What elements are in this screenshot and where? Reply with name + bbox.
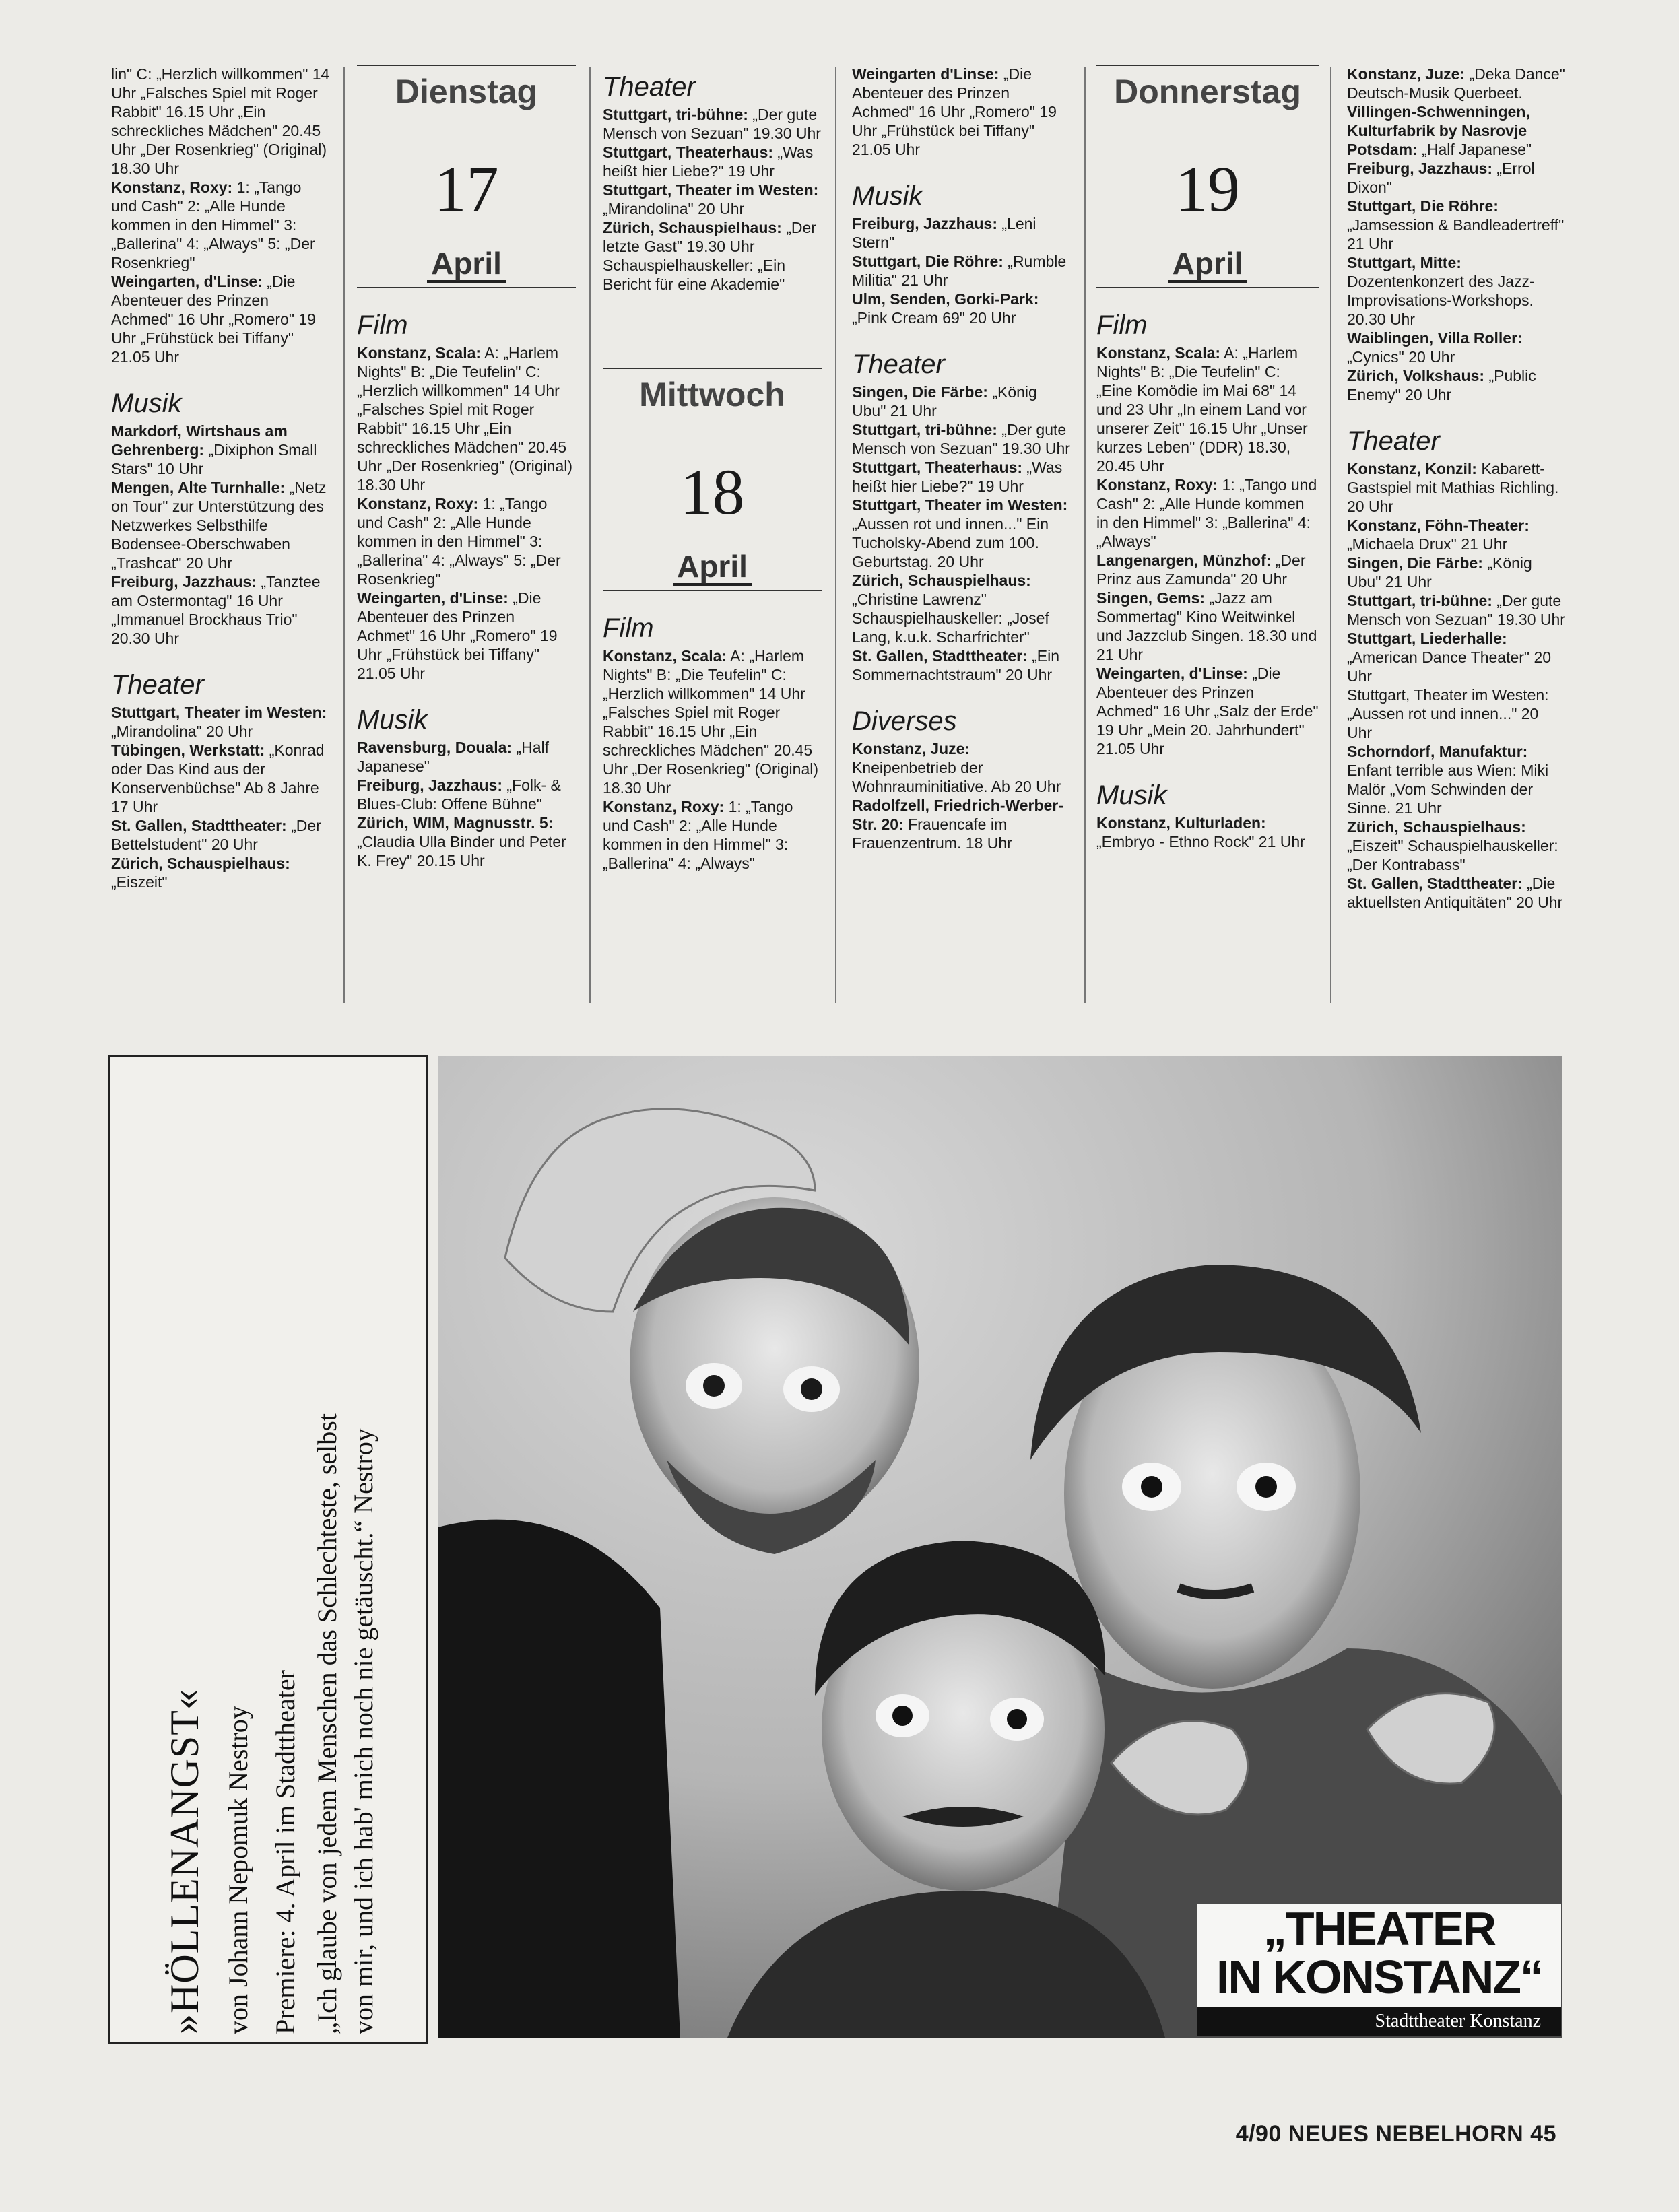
listing-entry	[1096, 475, 1319, 551]
venue-name: Langenargen, Münzhof:	[1096, 551, 1272, 569]
venue-name: Villingen-Schwenningen, Kulturfabrik by Nasrovje	[1347, 103, 1530, 139]
event-details: Enfant terrible aus Wien: Miki Malör „Vom Schwinden der Sinne. 21 Uhr	[1347, 762, 1549, 817]
venue-name: Weingarten d'Linse:	[852, 65, 999, 83]
event-details: „American Dance Theater" 20 Uhr	[1347, 648, 1552, 685]
month-name: April	[427, 246, 506, 283]
listing-entry	[111, 178, 330, 272]
venue-name: Stuttgart, tri-bühne:	[852, 421, 997, 438]
event-details: „Eiszeit"	[111, 873, 168, 891]
event-details: „Der Bettelstudent" 20 Uhr	[111, 817, 321, 853]
listing-entry	[111, 272, 330, 366]
event-details: „Errol Dixon"	[1347, 160, 1535, 196]
venue-name: Konstanz, Scala:	[1096, 344, 1221, 362]
day-header	[357, 65, 576, 288]
venue-name: Stuttgart, tri-bühne:	[603, 106, 748, 123]
page-footer: 4/90 NEUES NEBELHORN 45	[1235, 2121, 1556, 2147]
venue-name: Stuttgart, Mitte:	[1347, 254, 1461, 271]
day-number: 17	[434, 153, 499, 225]
event-details: „Der letzte Gast" 19.30 Uhr Schauspielhauskeller: „Ein Bericht für eine Akademie"	[603, 219, 816, 293]
event-details: A: „Harlem Nights" B: „Die Teufelin" C: „Herzlich willkommen" 14 Uhr „Falsches Spiel mit Roger Rabbit" 16.15 Uhr „Ein schreckliches Mädchen" 20.45 Uhr „Der Rosenkrieg" (Original) 18.30 Uhr	[357, 344, 573, 494]
venue-name: Zürich, Volkshaus:	[1347, 367, 1485, 384]
listing-entry	[111, 703, 330, 741]
month-name: April	[673, 549, 752, 586]
listing-entry	[111, 478, 330, 572]
venue-name: Konstanz, Kulturladen:	[1096, 814, 1266, 832]
theater-in-konstanz-logo	[1197, 1904, 1561, 2036]
event-details: „Die Abenteuer des Prinzen Achmed" 16 Uhr „Romero" 19 Uhr „Frühstück bei Tiffany" 21.05 Uhr	[852, 65, 1057, 158]
event-details: „Michaela Drux" 21 Uhr	[1347, 535, 1508, 553]
listing-entry	[111, 422, 330, 478]
venue-name: Freiburg, Jazzhaus:	[852, 215, 997, 232]
listing-entry	[1347, 874, 1566, 912]
ad-photo-illustration	[438, 1056, 1562, 2038]
listing-entry	[852, 739, 1074, 796]
event-details: „Mirandolina" 20 Uhr	[111, 723, 253, 740]
listing-entry	[111, 816, 330, 854]
venue-name: Zürich, Schauspielhaus:	[111, 854, 290, 872]
venue-name: Zürich, Schauspielhaus:	[852, 572, 1031, 589]
venue-name: Stuttgart, Theater im Westen:	[852, 496, 1068, 514]
venue-name: Stuttgart, Theaterhaus:	[603, 143, 774, 161]
event-details: „Konrad oder Das Kind aus der Konservenbüchse" Ab 8 Jahre 17 Uhr	[111, 741, 325, 815]
event-details: „Was heißt hier Liebe?" 19 Uhr	[852, 459, 1063, 495]
listing-entry	[1347, 554, 1566, 591]
listing-entry	[603, 180, 822, 218]
listing-entry	[1347, 140, 1566, 159]
event-details: „Christine Lawrenz" Schauspielhauskeller: „Josef Lang, k.u.k. Scharfrichter"	[852, 591, 1049, 646]
venue-name: Weingarten, d'Linse:	[111, 273, 263, 290]
listing-entry	[111, 65, 330, 178]
weekday-name: Dienstag	[395, 73, 538, 110]
event-details: „Jazz am Sommertag" Kino Weitwinkel und Jazzclub Singen. 18.30 und 21 Uhr	[1096, 589, 1317, 663]
venue-name: Potsdam:	[1347, 141, 1418, 158]
venue-name: Ravensburg, Douala:	[357, 739, 513, 756]
listing-entry	[852, 458, 1074, 496]
listing-entry	[1347, 685, 1566, 742]
venue-name: St. Gallen, Stadttheater:	[852, 647, 1028, 665]
day-number: 19	[1175, 153, 1240, 225]
section-heading: Musik	[111, 389, 182, 418]
listing-entry	[357, 776, 576, 813]
listing-entry	[852, 65, 1074, 159]
event-details: 1: „Tango und Cash" 2: „Alle Hunde kommen in den Himmel" 3: „Ballerina" 4: „Always" 5: „Der Rosenkrieg"	[111, 178, 315, 271]
venue-name: Zürich, WIM, Magnusstr. 5:	[357, 814, 554, 832]
listing-entry	[1347, 102, 1566, 140]
section-heading: Musik	[852, 181, 923, 211]
event-details: „Rumble Militia" 21 Uhr	[852, 253, 1067, 289]
logo-line-2: IN KONSTANZ“	[1216, 1951, 1543, 2003]
listing-entry	[852, 646, 1074, 684]
venue-name: St. Gallen, Stadttheater:	[1347, 875, 1523, 892]
event-details: A: „Harlem Nights" B: „Die Teufelin" C: „Eine Komödie im Mai 68" 14 und 23 Uhr „In einem Land vor unserer Zeit" 16.15 Uhr „Unser kurzes Leben" (DDR) 18.30, 20.45 Uhr	[1096, 344, 1308, 475]
event-details: „Jamsession & Bandleadertreff" 21 Uhr	[1347, 216, 1565, 253]
venue-name: Konstanz, Scala:	[357, 344, 482, 362]
day-header	[1096, 65, 1319, 288]
venue-name: Konstanz, Juze:	[1347, 65, 1466, 83]
event-details: „König Ubu" 21 Uhr	[1347, 554, 1532, 591]
ad-byline: von Johann Nepomuk Nestroy	[223, 1706, 253, 2034]
venue-name: Weingarten, d'Linse:	[357, 589, 508, 607]
listing-entry	[852, 571, 1074, 646]
event-details: „Der gute Mensch von Sezuan" 19.30 Uhr	[603, 106, 821, 142]
ad-quote-line-2: von mir, und ich hab' mich noch nie getäuscht.“ Nestroy	[348, 1428, 378, 2034]
event-details: lin" C: „Herzlich willkommen" 14 Uhr „Falsches Spiel mit Roger Rabbit" 16.15 Uhr „Ein schreckliches Mädchen" 20.45 Uhr „Der Rosenkrieg" (Original) 18.30 Uhr	[111, 65, 330, 177]
event-details: „Der gute Mensch von Sezuan" 19.30 Uhr	[852, 421, 1070, 457]
event-details: „Netz on Tour" zur Unterstützung des Netzwerkes Selbsthilfe Bodensee-Oberschwaben „Trashcat" 20 Uhr	[111, 479, 327, 572]
listing-entry	[1347, 817, 1566, 874]
day-number: 18	[680, 456, 745, 528]
venue-name: Singen, Die Färbe:	[1347, 554, 1483, 572]
listing-entry	[357, 343, 576, 494]
venue-name: Konstanz, Roxy:	[603, 798, 725, 815]
listing-entry	[1347, 197, 1566, 253]
venue-name: Weingarten, d'Linse:	[1096, 665, 1248, 682]
venue-name: Waiblingen, Villa Roller:	[1347, 329, 1523, 347]
venue-name: Zürich, Schauspielhaus:	[1347, 818, 1526, 836]
venue-name: Schorndorf, Manufaktur:	[1347, 743, 1528, 760]
listing-column-6	[1347, 65, 1566, 912]
event-details: „Deka Dance" Deutsch-Musik Querbeet.	[1347, 65, 1565, 102]
day-header	[603, 368, 822, 591]
listing-entry	[1347, 516, 1566, 554]
listing-entry	[1096, 589, 1319, 664]
venue-name: Freiburg, Jazzhaus:	[1347, 160, 1492, 177]
column-divider	[1330, 67, 1331, 1003]
venue-name: Konstanz, Roxy:	[1096, 476, 1218, 494]
venue-name: St. Gallen, Stadttheater:	[111, 817, 287, 834]
venue-name: Stuttgart, Theater im Westen:	[603, 181, 819, 199]
venue-name: Stuttgart, Liederhalle:	[1347, 630, 1507, 647]
listing-entry	[603, 143, 822, 180]
event-details: Stuttgart, Theater im Westen: „Aussen rot und innen..." 20 Uhr	[1347, 686, 1549, 741]
venue-name: Stuttgart, Theaterhaus:	[852, 459, 1023, 476]
ad-premiere: Premiere: 4. April im Stadttheater	[270, 1670, 300, 2034]
event-details: Kabarett-Gastspiel mit Mathias Richling. 20 Uhr	[1347, 460, 1559, 515]
venue-name: Stuttgart, Die Röhre:	[852, 253, 1003, 270]
listing-entry	[1096, 813, 1319, 851]
venue-name: Tübingen, Werkstatt:	[111, 741, 265, 759]
listing-entry	[1347, 629, 1566, 685]
event-details: „Eiszeit" Schauspielhauskeller: „Der Kontrabass"	[1347, 837, 1558, 873]
venue-name: Konstanz, Konzil:	[1347, 460, 1477, 477]
event-details: „Der gute Mensch von Sezuan" 19.30 Uhr	[1347, 592, 1565, 628]
column-divider	[343, 67, 345, 1003]
listing-entry	[1347, 329, 1566, 366]
event-details: „Claudia Ulla Binder und Peter K. Frey" 20.15 Uhr	[357, 833, 566, 869]
event-details: 1: „Tango und Cash" 2: „Alle Hunde kommen in den Himmel" 3: „Ballerina" 4: „Always"	[1096, 476, 1317, 550]
section-heading: Musik	[1096, 780, 1167, 810]
section-heading: Theater	[852, 349, 945, 379]
column-divider	[1084, 67, 1086, 1003]
event-details: „Ein Sommernachtstraum" 20 Uhr	[852, 647, 1060, 683]
listing-entry	[1096, 664, 1319, 758]
venue-name: Singen, Die Färbe:	[852, 383, 988, 401]
event-details: Kneipenbetrieb der Wohnrauminitiative. Ab 20 Uhr	[852, 759, 1061, 795]
event-details: „Was heißt hier Liebe?" 19 Uhr	[603, 143, 814, 180]
listing-entry	[111, 741, 330, 816]
ad-quote-line-1: „Ich glaube von jedem Menschen das Schlechteste, selbst	[312, 1413, 342, 2034]
venue-name: Singen, Gems:	[1096, 589, 1206, 607]
event-details: „Cynics" 20 Uhr	[1347, 348, 1455, 366]
section-heading: Musik	[357, 705, 428, 735]
event-details: „Die Abenteuer des Prinzen Achmed" 16 Uhr „Romero" 19 Uhr „Frühstück bei Tiffany" 21.05 Uhr	[111, 273, 316, 366]
listing-column-2	[357, 65, 576, 870]
spacer	[603, 294, 822, 368]
listing-entry	[1347, 65, 1566, 102]
venue-name: Stuttgart, tri-bühne:	[1347, 592, 1492, 609]
listing-entry	[357, 494, 576, 589]
venue-name: Mengen, Alte Turnhalle:	[111, 479, 286, 496]
listing-entry	[1096, 343, 1319, 475]
listing-entry	[852, 214, 1074, 252]
event-details: A: „Harlem Nights" B: „Die Teufelin" C: „Herzlich willkommen" 14 Uhr „Falsches Spiel mit Roger Rabbit" 16.15 Uhr „Ein schreckliches Mädchen" 20.45 Uhr „Der Rosenkrieg" (Original) 18.30 Uhr	[603, 647, 819, 797]
listing-entry	[1347, 459, 1566, 516]
listing-entry	[1347, 591, 1566, 629]
venue-name: Konstanz, Scala:	[603, 647, 727, 665]
event-details: „Public Enemy" 20 Uhr	[1347, 367, 1536, 403]
listing-column-3	[603, 65, 822, 873]
listing-entry	[111, 854, 330, 892]
venue-name: Stuttgart, Theater im Westen:	[111, 704, 327, 721]
event-details: „Leni Stern"	[852, 215, 1036, 251]
section-heading: Theater	[1347, 426, 1440, 456]
listing-entry	[1347, 159, 1566, 197]
event-details: „Aussen rot und innen..." Ein Tucholsky-Abend zum 100. Geburtstag. 20 Uhr	[852, 515, 1049, 570]
venue-name: Konstanz, Roxy:	[111, 178, 233, 196]
listing-column-4	[852, 65, 1074, 852]
column-divider	[835, 67, 836, 1003]
logo-line-1: „THEATER	[1263, 1902, 1496, 1955]
event-details: Frauencafe im Frauenzentrum. 18 Uhr	[852, 815, 1012, 852]
section-heading: Film	[603, 613, 654, 643]
listing-entry	[603, 218, 822, 294]
listing-column-1	[111, 65, 330, 892]
venue-name: Freiburg, Jazzhaus:	[111, 573, 257, 591]
listing-entry	[1347, 253, 1566, 329]
listing-entry	[852, 496, 1074, 571]
listing-column-5	[1096, 65, 1319, 851]
event-details: „Die Abenteuer des Prinzen Achmet" 16 Uhr „Romero" 19 Uhr „Frühstück bei Tiffany" 21.05 Uhr	[357, 589, 558, 682]
ad-rotated-text	[154, 1065, 382, 2034]
event-details: „Mirandolina" 20 Uhr	[603, 200, 745, 217]
listing-entry	[603, 646, 822, 797]
section-heading: Film	[1096, 310, 1148, 340]
venue-name: Markdorf, Wirtshaus am Gehrenberg:	[111, 422, 288, 459]
listing-entry	[852, 382, 1074, 420]
listing-entry	[1347, 366, 1566, 404]
listing-entry	[1347, 742, 1566, 817]
event-details: „Half Japanese"	[1417, 141, 1532, 158]
listing-entry	[852, 290, 1074, 327]
section-heading: Theater	[111, 670, 204, 700]
venue-name: Ulm, Senden, Gorki-Park:	[852, 290, 1039, 308]
event-details: 1: „Tango und Cash" 2: „Alle Hunde kommen in den Himmel" 3: „Ballerina" 4: „Always"	[603, 798, 793, 872]
listing-entry	[357, 813, 576, 870]
listing-entry	[603, 105, 822, 143]
listing-entry	[1096, 551, 1319, 589]
event-details: „Folk- & Blues-Club: Offene Bühne"	[357, 776, 561, 813]
column-divider	[589, 67, 591, 1003]
venue-name: Freiburg, Jazzhaus:	[357, 776, 502, 794]
venue-name: Radolfzell, Friedrich-Werber-Str. 20:	[852, 797, 1063, 833]
section-heading: Theater	[603, 72, 696, 102]
venue-name: Stuttgart, Die Röhre:	[1347, 197, 1499, 215]
ad-photo	[438, 1056, 1562, 2038]
month-name: April	[1168, 246, 1247, 283]
section-heading: Film	[357, 310, 408, 340]
event-details: „Half Japanese"	[357, 739, 549, 775]
weekday-name: Donnerstag	[1114, 73, 1301, 110]
event-details: Dozentenkonzert des Jazz-Improvisations-Workshops. 20.30 Uhr	[1347, 273, 1535, 328]
venue-name: Konstanz, Föhn-Theater:	[1347, 516, 1529, 534]
event-details: „König Ubu" 21 Uhr	[852, 383, 1037, 420]
listing-entry	[357, 589, 576, 683]
event-details: „Embryo - Ethno Rock" 21 Uhr	[1096, 833, 1305, 850]
event-details: 1: „Tango und Cash" 2: „Alle Hunde kommen in den Himmel" 3: „Ballerina" 4: „Always" 5: „Der Rosenkrieg"	[357, 495, 561, 588]
listing-entry	[111, 572, 330, 648]
listing-entry	[603, 797, 822, 873]
weekday-name: Mittwoch	[639, 376, 785, 413]
logo-subtitle: Stadttheater Konstanz	[1197, 2007, 1561, 2036]
ad-title: »HÖLLENANGST«	[162, 1689, 207, 2034]
listing-entry	[357, 738, 576, 776]
event-details: „Der Prinz aus Zamunda" 20 Uhr	[1096, 551, 1306, 588]
listing-entry	[852, 420, 1074, 458]
event-details: „Die aktuellsten Antiquitäten" 20 Uhr	[1347, 875, 1563, 911]
venue-name: Konstanz, Juze:	[852, 740, 970, 758]
ad-text-box	[108, 1055, 428, 2044]
event-details: „Pink Cream 69" 20 Uhr	[852, 309, 1016, 327]
event-details: „Tanztee am Ostermontag" 16 Uhr „Immanuel Brockhaus Trio" 20.30 Uhr	[111, 573, 321, 647]
event-details: „Dixiphon Small Stars" 10 Uhr	[111, 441, 317, 477]
section-heading: Diverses	[852, 706, 957, 736]
listing-entry	[852, 252, 1074, 290]
venue-name: Zürich, Schauspielhaus:	[603, 219, 782, 236]
listing-entry	[852, 796, 1074, 852]
event-details: „Die Abenteuer des Prinzen Achmed" 16 Uhr „Salz der Erde" 19 Uhr „Mein 20. Jahrhundert" 21.05 Uhr	[1096, 665, 1319, 758]
venue-name: Konstanz, Roxy:	[357, 495, 479, 512]
